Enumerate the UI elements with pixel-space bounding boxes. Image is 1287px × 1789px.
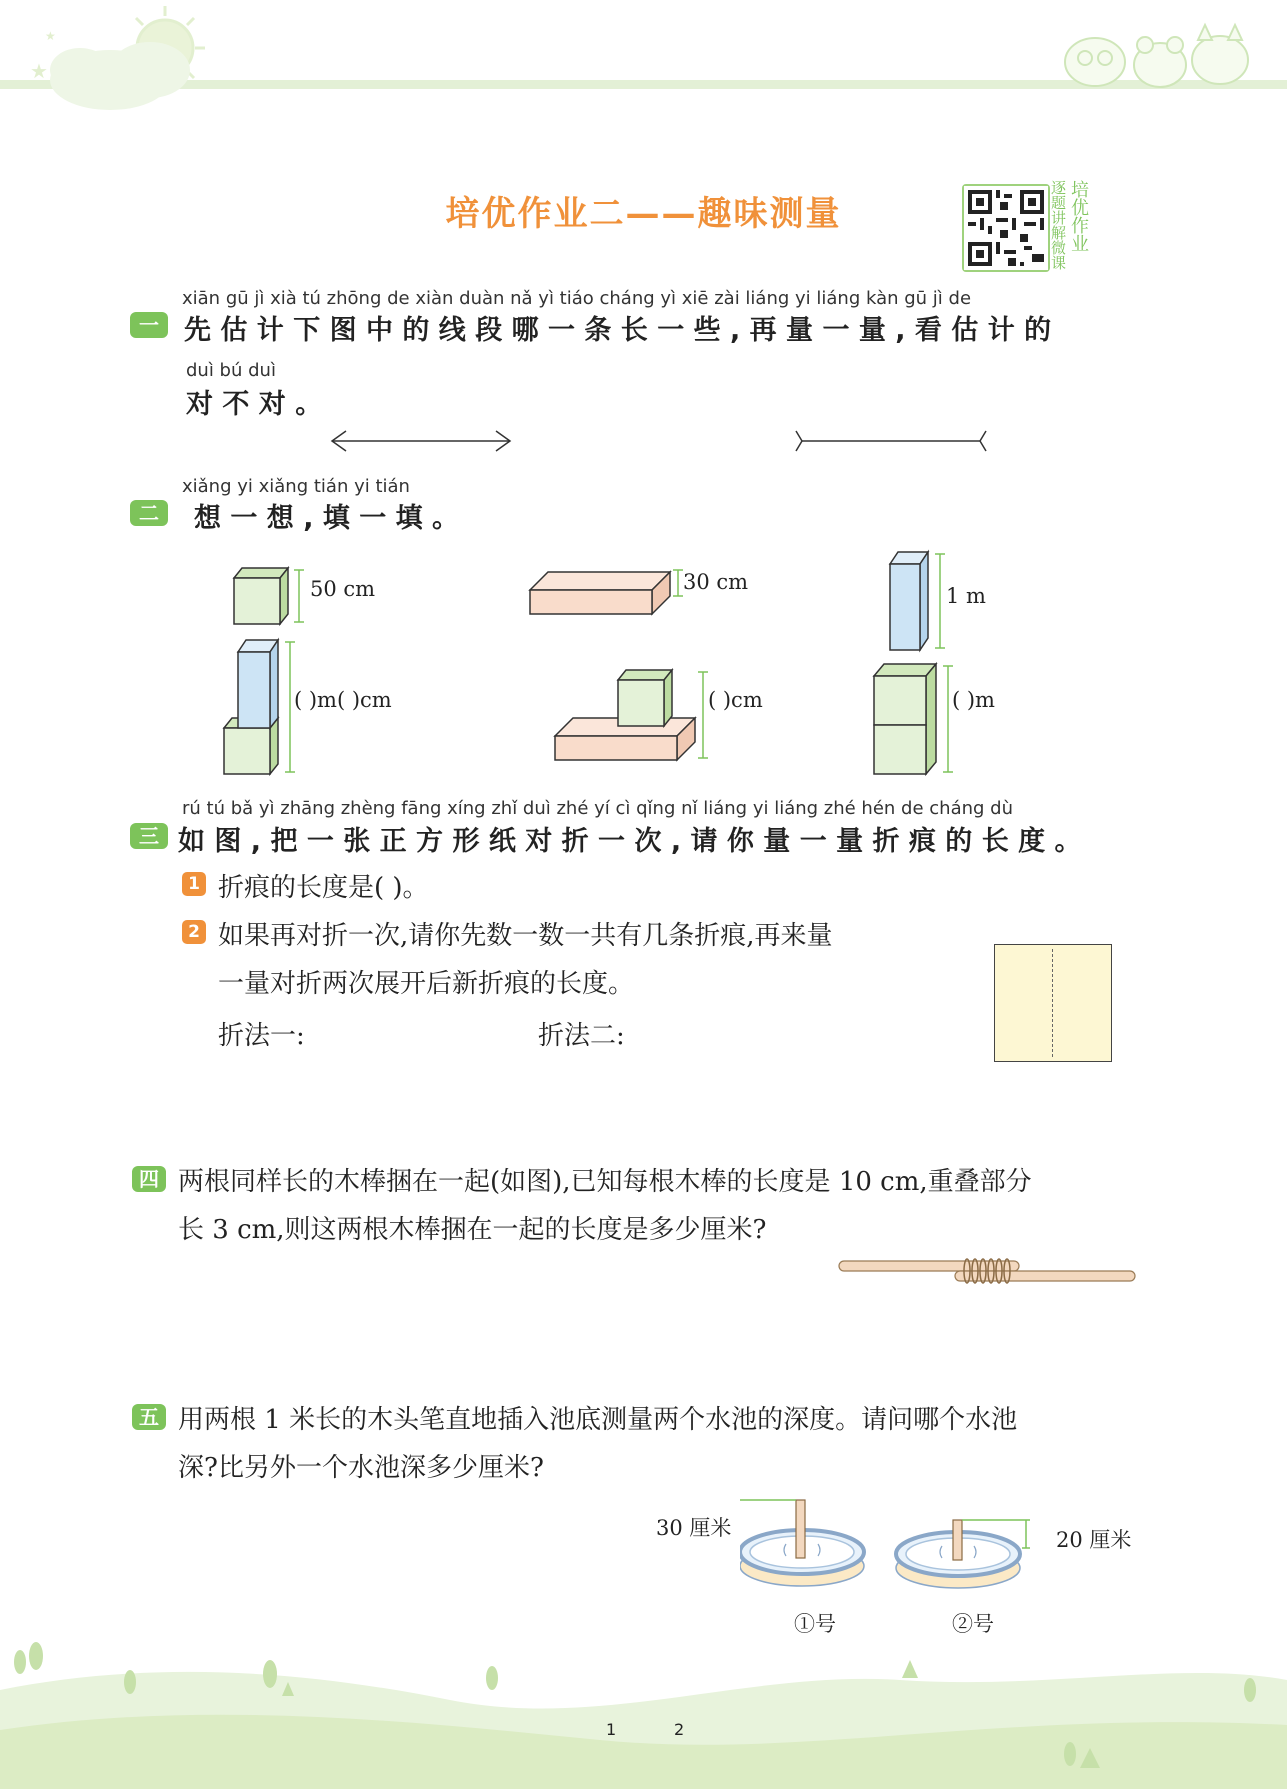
stick-in-pool-1 <box>796 1500 805 1558</box>
tied-sticks-figure <box>835 1255 1145 1295</box>
q2-pinyin: xiǎng yi xiǎng tián yi tián <box>182 476 410 497</box>
q4-line2: 长 3 cm,则这两根木棒捆在一起的长度是多少厘米? <box>178 1215 767 1245</box>
q3-method-2: 折法二: <box>538 1021 625 1051</box>
stick-upper <box>839 1261 1019 1271</box>
page-number-1: 1 <box>606 1720 617 1739</box>
q5-badge: 五 <box>132 1404 166 1430</box>
star-icon: ★ <box>30 59 48 83</box>
q5-line2: 深?比另外一个水池深多少厘米? <box>178 1453 544 1483</box>
pool-2 <box>896 1520 1020 1588</box>
q1-text-2: 对 不 对 。 <box>186 389 323 420</box>
page-title: 培优作业二——趣味测量 <box>445 194 842 234</box>
q3-item1-text: 折痕的长度是( )。 <box>218 873 429 903</box>
q3-pinyin: rú tú bǎ yì zhāng zhèng fāng xíng zhǐ duì zhé yí cì qǐng nǐ liáng yi liáng zhé hén de cháng dù <box>182 798 1013 819</box>
q5-label-20cm: 20 厘米 <box>1056 1528 1132 1552</box>
stack-two-green-cubes <box>874 664 936 774</box>
qr-caption-a: 培优作业 <box>1068 180 1089 252</box>
pool-2-label: ②号 <box>952 1612 994 1636</box>
segment-a <box>332 431 510 451</box>
star-icon: ★ <box>45 29 56 43</box>
slab-peach-reference <box>530 572 670 614</box>
stick-in-pool-2 <box>953 1520 962 1560</box>
q3-text: 如 图 , 把 一 张 正 方 形 纸 对 折 一 次 , 请 你 量 一 量 折 痕 的 长 度 。 <box>178 826 1082 857</box>
q5-label-30cm: 30 厘米 <box>656 1516 732 1540</box>
q4-line1: 两根同样长的木棒捆在一起(如图),已知每根木棒的长度是 10 cm,重叠部分 <box>178 1167 1032 1197</box>
q3-badge: 三 <box>130 823 168 849</box>
q2-badge: 二 <box>130 500 168 526</box>
q2-answer-c[interactable]: ( )m <box>952 688 995 712</box>
q3-item2-line1: 如果再对折一次,请你先数一数一共有几条折痕,再来量 <box>218 921 833 951</box>
q1-pinyin-2: duì bú duì <box>186 360 276 381</box>
q2-answer-a[interactable]: ( )m( )cm <box>294 688 392 712</box>
q1-badge: 一 <box>130 312 168 338</box>
q3-item2-line2: 一量对折两次展开后新折痕的长度。 <box>218 969 635 999</box>
box-blue-reference <box>890 552 928 650</box>
pools-figure <box>740 1490 1060 1600</box>
segment-b <box>796 431 986 451</box>
qr-code-icon <box>964 186 1048 270</box>
stick-lower <box>955 1271 1135 1281</box>
footer-landscape <box>0 1630 1287 1789</box>
pool-1-label: ①号 <box>794 1612 836 1636</box>
q2-label-30cm: 30 cm <box>683 570 749 594</box>
q5-line1: 用两根 1 米长的木头笔直地插入池底测量两个水池的深度。请问哪个水池 <box>178 1405 1018 1435</box>
stack-green-on-peach <box>555 670 695 760</box>
q1-line-segments <box>320 425 1000 460</box>
cube-green-reference <box>234 568 288 624</box>
cloud-icon <box>50 42 190 110</box>
q3-method-1: 折法一: <box>218 1021 305 1051</box>
q3-item2-badge: 2 <box>182 920 206 944</box>
q1-pinyin-1: xiān gū jì xià tú zhōng de xiàn duàn nǎ yì tiáo cháng yì xiē zài liáng yi liáng kàn gū jì de <box>182 288 972 309</box>
animal-friends-icon <box>1065 25 1248 87</box>
q2-text: 想 一 想 , 填 一 填 。 <box>194 503 460 534</box>
q1-text-1: 先 估 计 下 图 中 的 线 段 哪 一 条 长 一 些 , 再 量 一 量 , 看 估 计 的 <box>184 315 1052 346</box>
fold-line <box>1052 949 1053 1057</box>
q2-answer-b[interactable]: ( )cm <box>708 688 763 712</box>
stack-blue-on-green <box>224 640 278 774</box>
header-decoration <box>0 0 1287 120</box>
pool-1 <box>740 1500 864 1586</box>
page-number-2: 2 <box>674 1720 685 1739</box>
q3-item1-badge: 1 <box>182 872 206 896</box>
qr-code-box[interactable] <box>962 184 1050 272</box>
folded-paper-figure <box>994 944 1112 1062</box>
q2-label-50cm: 50 cm <box>310 577 376 601</box>
q4-badge: 四 <box>132 1166 166 1192</box>
q2-label-1m: 1 m <box>946 584 986 608</box>
qr-caption-b: 逐题讲解微课 <box>1049 180 1067 270</box>
